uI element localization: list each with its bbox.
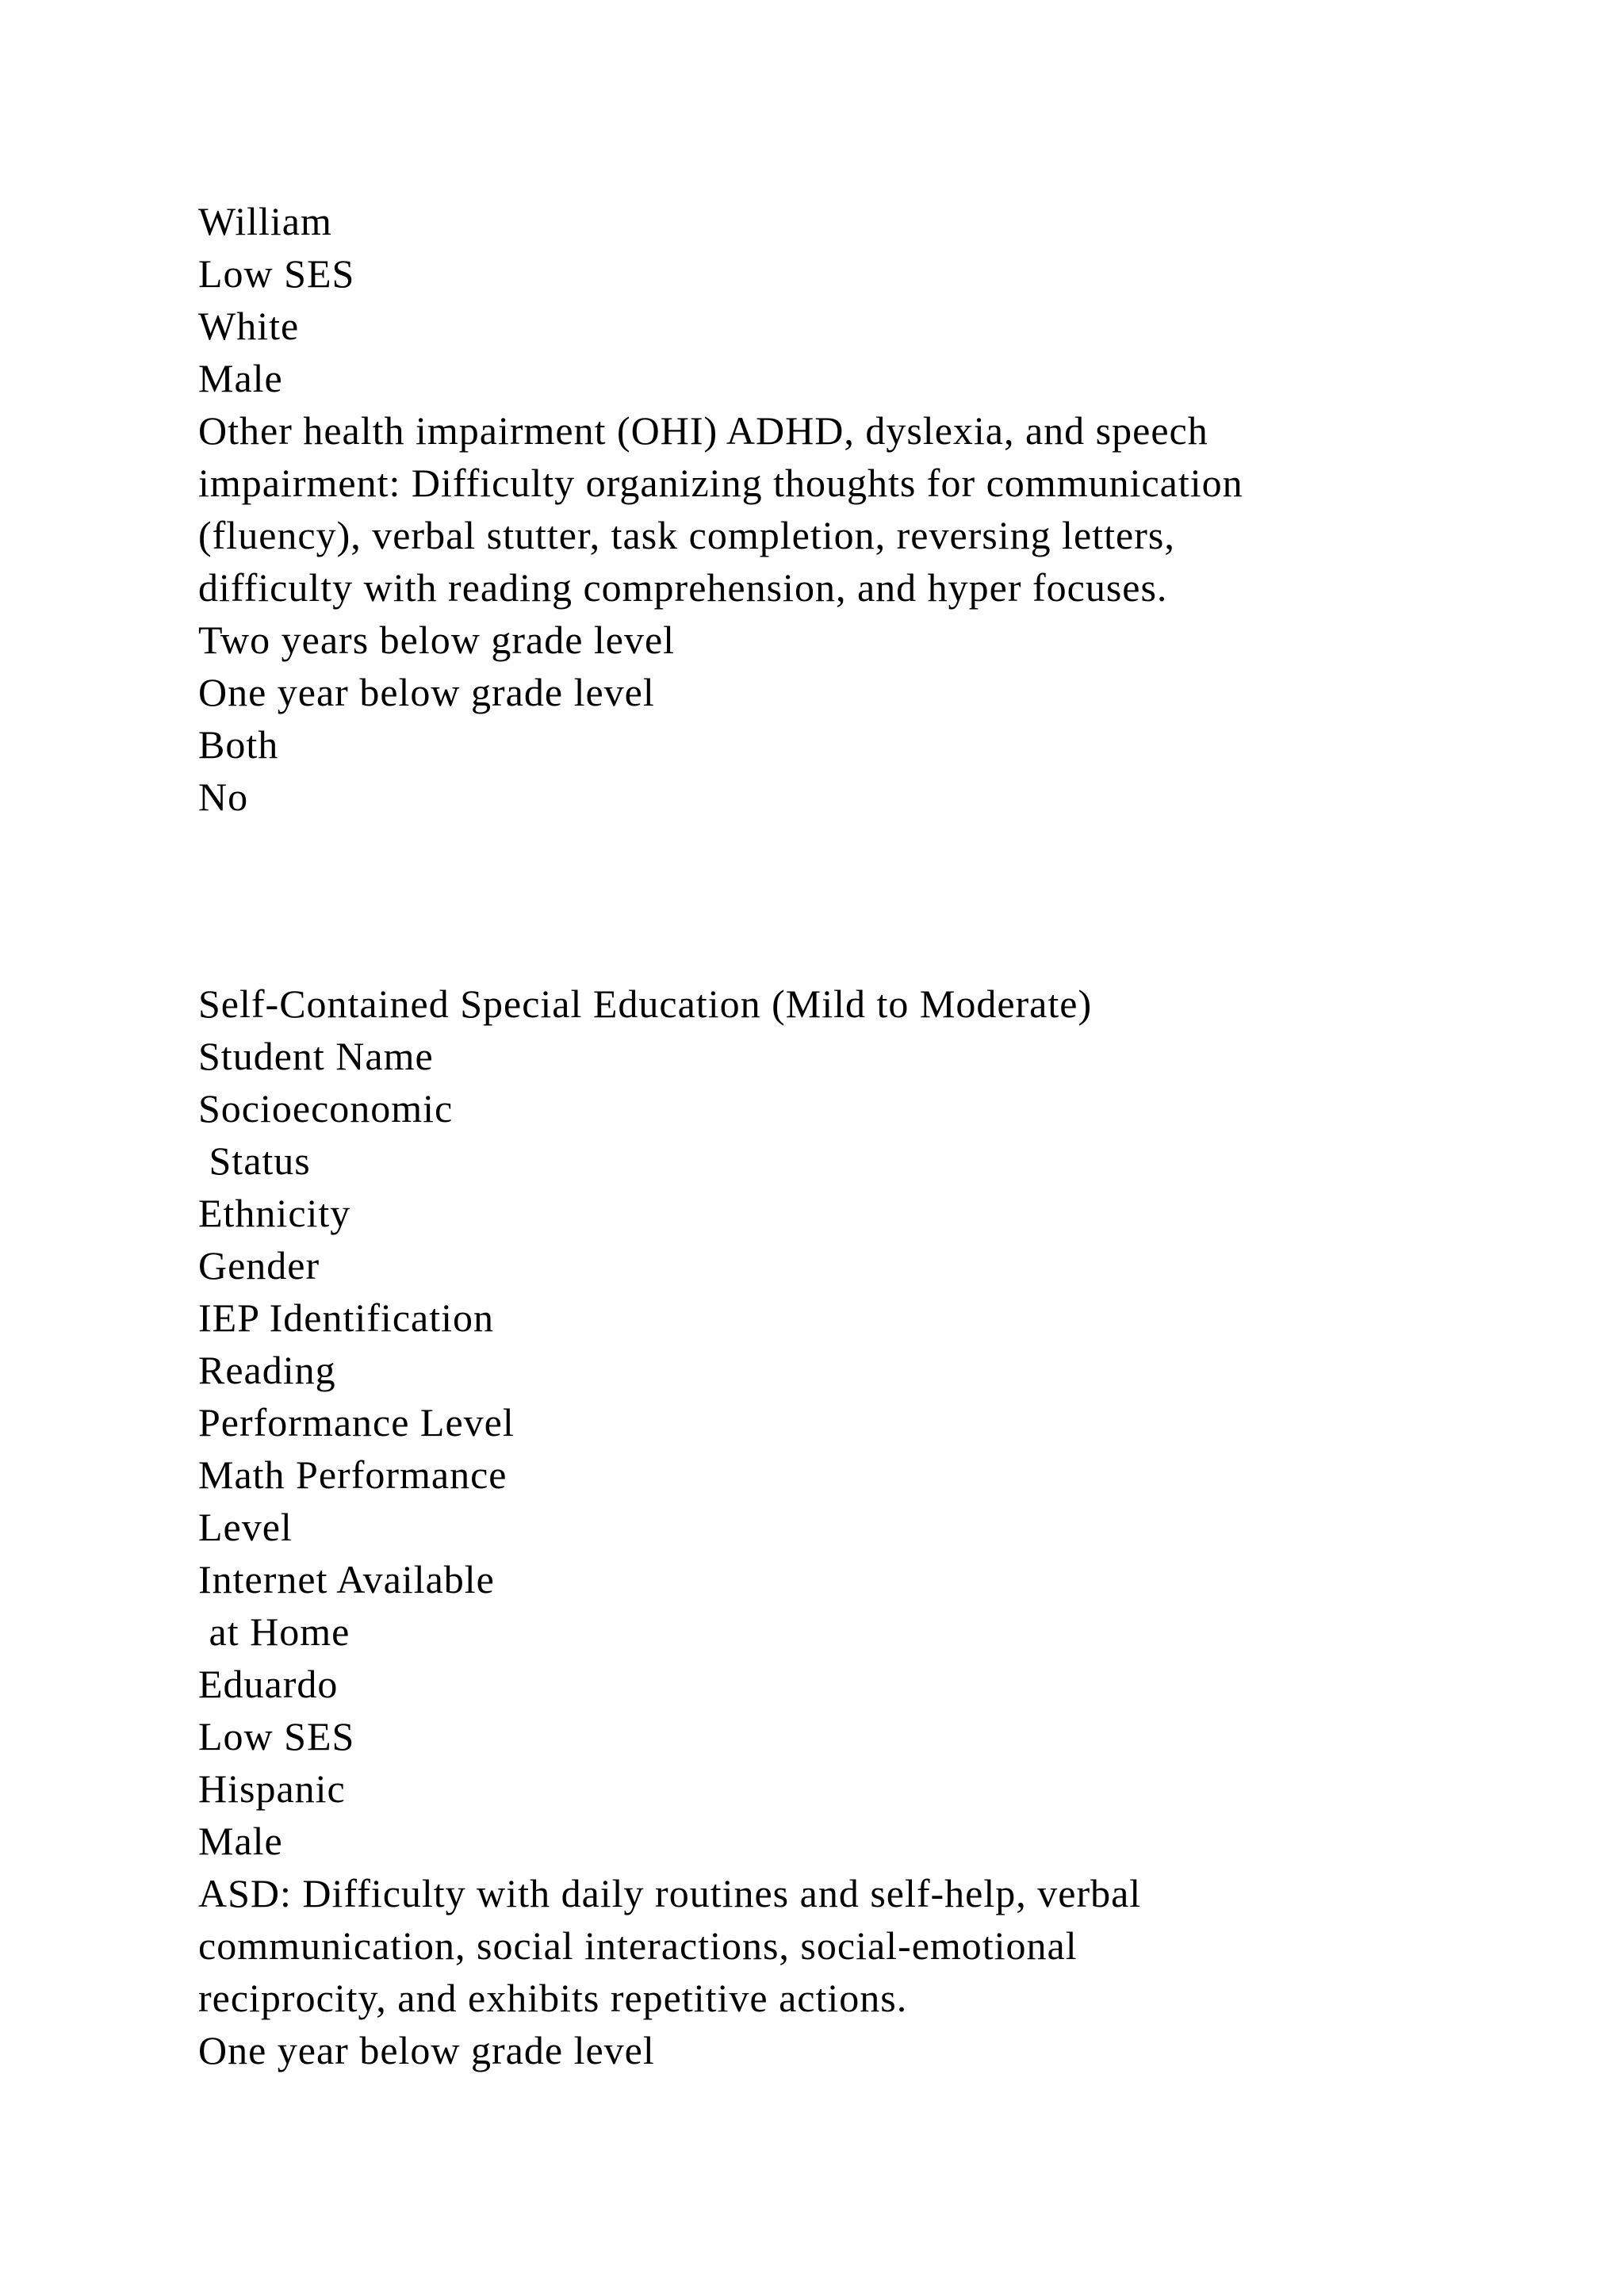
reading-performance-level: Two years below grade level <box>198 618 676 662</box>
header-iep-identification: IEP Identification <box>198 1295 494 1340</box>
iep-identification-line-2: impairment: Difficulty organizing thoughts for communication <box>198 461 1243 505</box>
socioeconomic-status: Low SES <box>198 251 355 296</box>
header-at-home: at Home <box>198 1609 350 1654</box>
iep-identification-line-1: ASD: Difficulty with daily routines and self-help, verbal <box>198 1871 1142 1915</box>
ethnicity: Hispanic <box>198 1766 346 1811</box>
iep-identification-line-4: difficulty with reading comprehension, and hyper focuses. <box>198 565 1168 610</box>
header-socioeconomic: Socioeconomic <box>198 1086 454 1131</box>
reading-performance-level: One year below grade level <box>198 2028 655 2072</box>
socioeconomic-status: Low SES <box>198 1714 355 1758</box>
header-status: Status <box>198 1138 311 1183</box>
header-level: Level <box>198 1505 293 1549</box>
self-contained-section <box>198 978 1546 2076</box>
header-ethnicity: Ethnicity <box>198 1191 351 1235</box>
iep-identification-line-1: Other health impairment (OHI) ADHD, dyslexia, and speech <box>198 408 1208 453</box>
gender: Male <box>198 1819 283 1863</box>
header-student-name: Student Name <box>198 1034 434 1078</box>
internet-at-home-value: No <box>198 775 249 819</box>
ethnicity: White <box>198 304 300 348</box>
header-math-performance: Math Performance <box>198 1452 508 1497</box>
gender: Male <box>198 356 283 400</box>
student-name: William <box>198 199 332 243</box>
header-gender: Gender <box>198 1243 320 1288</box>
iep-identification-line-3: (fluency), verbal stutter, task completion, reversing letters, <box>198 513 1175 557</box>
header-internet-available: Internet Available <box>198 1557 495 1601</box>
internet-available-value: Both <box>198 722 279 767</box>
william-record <box>198 195 1546 823</box>
header-performance-level: Performance Level <box>198 1400 515 1445</box>
section-title: Self-Contained Special Education (Mild to Moderate) <box>198 982 1093 1026</box>
iep-identification-line-2: communication, social interactions, social-emotional <box>198 1923 1078 1968</box>
header-reading: Reading <box>198 1348 336 1392</box>
iep-identification-line-3: reciprocity, and exhibits repetitive actions. <box>198 1976 908 2020</box>
student-name: Eduardo <box>198 1662 339 1706</box>
math-performance-level: One year below grade level <box>198 670 655 714</box>
